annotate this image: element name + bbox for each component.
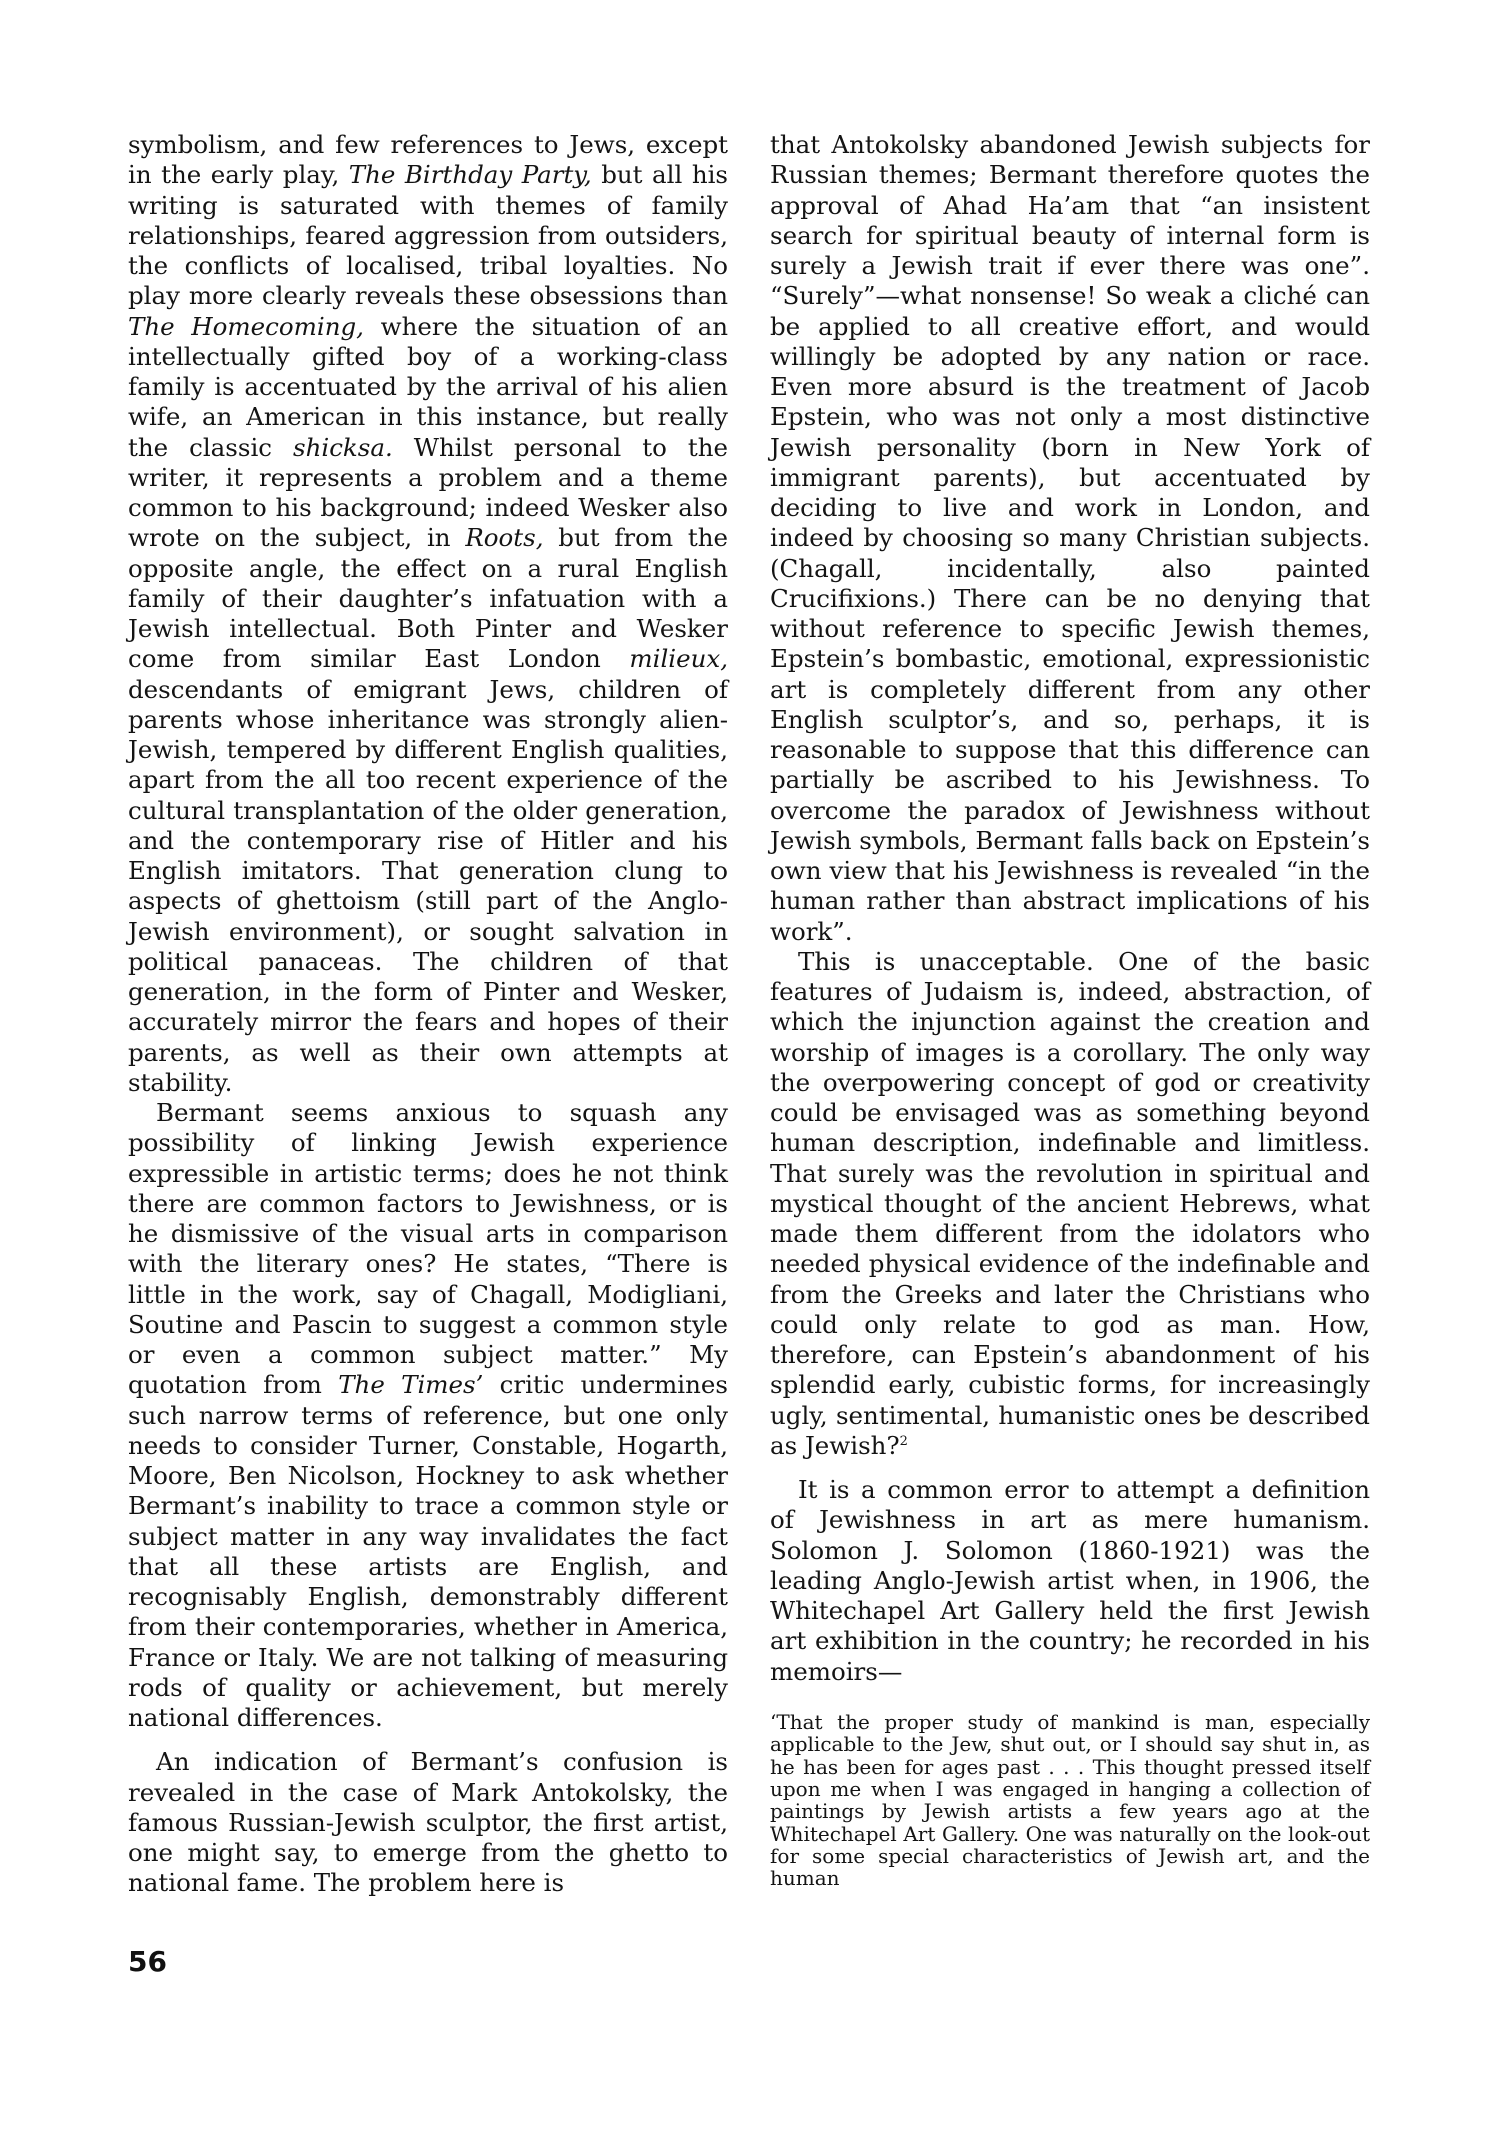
paragraph-antokolsky: An indication of Bermant’s confusion is revealed in the case of Mark Antokolsky, the famous Russian-Jewish sculptor, the first artist, one might say, to emerge from the ghetto to national fame. The problem here is (128, 1747, 728, 1898)
paragraph-epstein: that Antokolsky abandoned Jewish subjects for Russian themes; Bermant therefore quotes the approval of Ahad Ha’am that “an insistent search for spiritual beauty of internal form is surely a Jewish trait if ever there was one”. “Surely”—what nonsense! So weak a cliché can be applied to all creative effort, and would willingly be adopted by any nation or race. Even more absurd is the treatment of Jacob Epstein, who was not only a most distinctive Jewish personality (born in New York of immigrant parents), but accentuated by deciding to live and work in London, and indeed by choosing so many Christian subjects. (Chagall, incidentally, also painted Crucifixions.) There can be no denying that without reference to specific Jewish themes, Epstein’s bombastic, emotional, expressionistic art is completely different from any other English sculptor’s, and so, perhaps, it is reasonable to suppose that this difference can partially be ascribed to his Jewishness. To overcome the paradox of Jewishness without Jewish symbols, Bermant falls back on Epstein’s own view that his Jewishness is revealed “in the human rather than abstract implications of his work”. (770, 130, 1370, 946)
footnote-marker: 2 (899, 1433, 908, 1449)
play-title-birthday-party: The Birthday Party, (348, 160, 592, 190)
italic-the-times: The Times’ (338, 1370, 484, 1400)
left-column (128, 130, 728, 1899)
italic-milieux: milieux, (629, 644, 728, 674)
right-column (770, 130, 1370, 1890)
italic-shicksa: shicksa. (293, 432, 393, 462)
play-title-homecoming: The Homecoming, (128, 311, 364, 341)
page-number: 56 (128, 1945, 167, 1978)
paragraph-pinter-wesker: symbolism, and few references to Jews, except in the early play, The Birthday Party, but all his writing is saturated with themes of family relationships, feared aggression from outsiders, the conflicts of localised, tribal loyalties. No play more clearly reveals these obsessions than The Homecoming, where the situation of an intellectually gifted boy of a working-class family is accentuated by the arrival of his alien wife, an American in this instance, but really the classic shicksa. Whilst personal to the writer, it represents a problem and a theme common to his background; indeed Wesker also wrote on the subject, in Roots, but from the opposite angle, the effect on a rural English family of their daughter’s infatuation with a Jewish intellectual. Both Pinter and Wesker come from similar East London milieux, descendants of emigrant Jews, children of parents whose inheritance was strongly alien-Jewish, tempered by different English qualities, apart from the all too recent experience of the cultural transplantation of the older generation, and the contemporary rise of Hitler and his English imitators. That generation clung to aspects of ghettoism (still part of the Anglo-Jewish environment), or sought salvation in political panaceas. The children of that generation, in the form of Pinter and Wesker, accurately mirror the fears and hopes of their parents, as well as their own attempts at stability. (128, 130, 729, 1097)
paragraph-common-error: It is a common error to attempt a definition of Jewishness in art as mere humanism. Solomon J. Solomon (1860-1921) was the leading Anglo-Jewish artist when, in 1906, the Whitechapel Art Gallery held the first Jewish art exhibition in the country; he recorded in his memoirs— (770, 1475, 1370, 1686)
paragraph-bermant-anxious: Bermant seems anxious to squash any possibility of linking Jewish experience expressible in artistic terms; does he not think there are common factors to Jewishness, or is he dismissive of the visual arts in comparison with the literary ones? He states, “There is little in the work, say of Chagall, Modigliani, Soutine and Pascin to suggest a common style or even a common subject matter.” My quotation from The Times’ critic undermines such narrow terms of reference, but one only needs to consider Turner, Constable, Hogarth, Moore, Ben Nicolson, Hockney to ask whether Bermant’s inability to trace a common style or subject matter in any way invalidates the fact that all these artists are English, and recognisably English, demonstrably different from their contemporaries, whether in America, France or Italy. We are not talking of measuring rods of quality or achievement, but merely national differences. (128, 1098, 728, 1732)
play-title-roots: Roots, (465, 523, 544, 553)
paragraph-unacceptable: This is unacceptable. One of the basic features of Judaism is, indeed, abstraction, of which the injunction against the creation and worship of images is a corollary. The only way the overpowering concept of god or creativity could be envisaged was as something beyond human description, indefinable and limitless. That surely was the revolution in spiritual and mystical thought of the ancient Hebrews, what made them different from the idolators who needed physical evidence of the indefinable and from the Greeks and later the Christians who could only relate to god as man. How, therefore, can Epstein’s abandonment of his splendid early, cubistic forms, for increasingly ugly, sentimental, humanistic ones be described as Jewish?$^2$ (770, 946, 1370, 1460)
memoir-quotation: ‘That the proper study of mankind is man, especially applicable to the Jew, shut out, or I should say shut in, as he has been for ages past . . . This thought pressed itself upon me when I was engaged in hanging a collection of paintings by Jewish artists a few years ago at the Whitechapel Art Gallery. One was naturally on the look-out for some special characteristics of Jewish art, and the human (770, 1709, 1370, 1891)
